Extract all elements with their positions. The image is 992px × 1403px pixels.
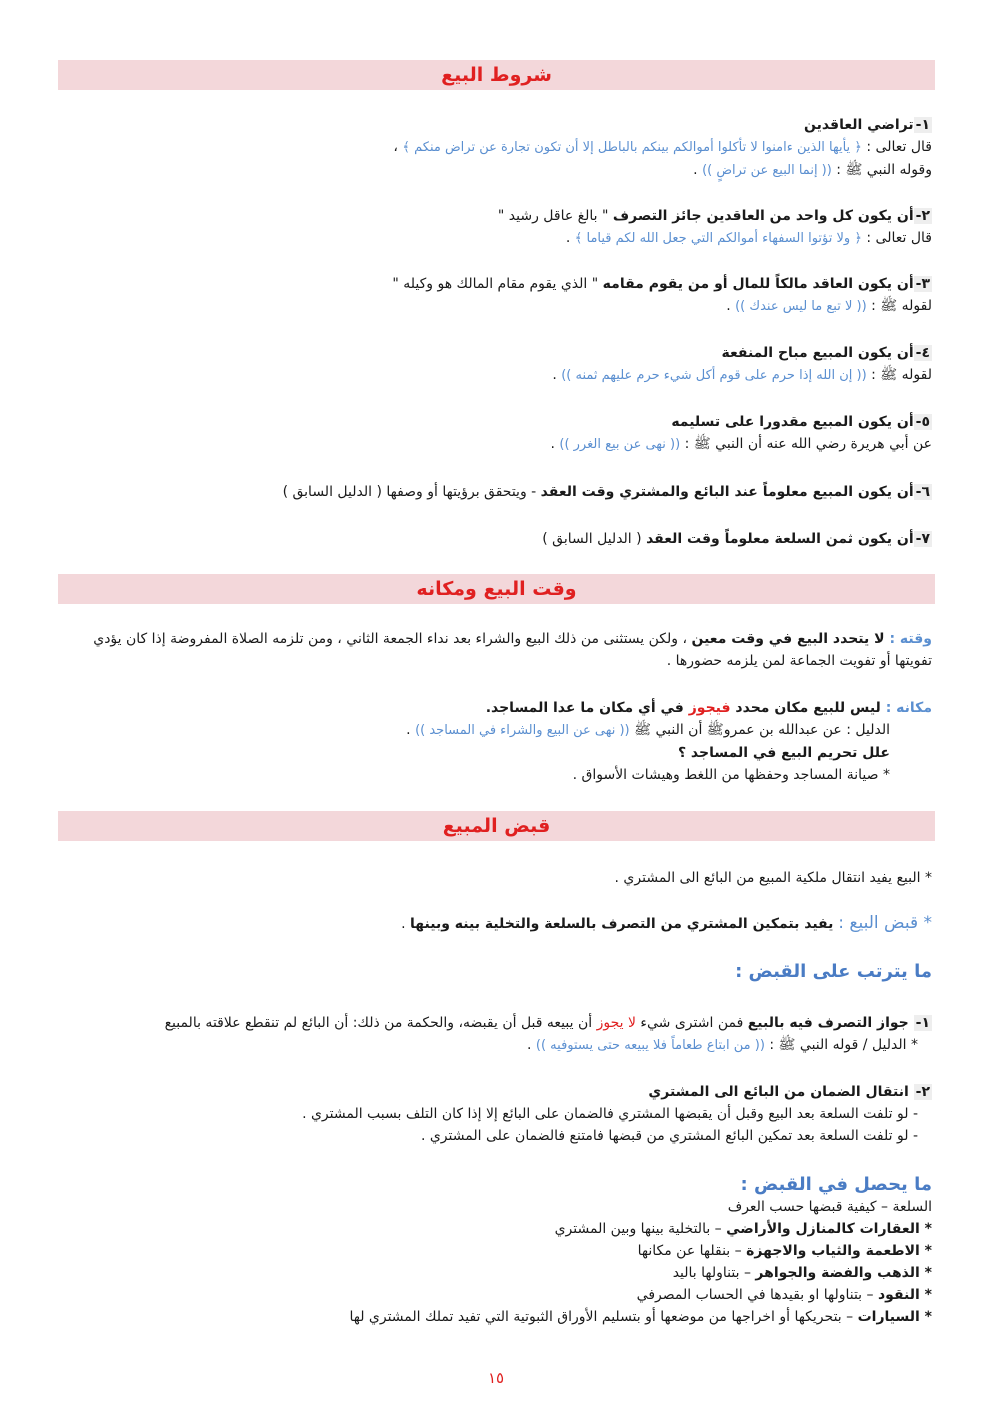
condition-4 xyxy=(58,342,932,387)
condition-note: - ويتحقق برؤيتها أو وصفها ( الدليل السابق ) xyxy=(282,484,541,500)
evidence-intro: قال تعالى : xyxy=(861,230,932,246)
punct: . xyxy=(693,162,703,178)
qabd-effects-heading xyxy=(58,961,932,983)
quran-quote: ﴿ يأيها الذين ءامنوا لا تأكلوا أموالكم بينكم بالباطل إلا أن تكون تجارة عن تراض منكم ﴾ xyxy=(402,140,862,155)
hadith-quote: (( إن الله إذا حرم على قوم أكل شيء حرم عليهم ثمنه )) xyxy=(561,368,867,383)
condition-title: أن يكون المبيع مقدورا على تسليمه xyxy=(671,414,914,430)
methods-heading: ما يحصل في القبض : xyxy=(740,1174,932,1195)
section-title-text: شروط البيع xyxy=(441,64,552,86)
qabd-def-text: يفيد بتمكين المشتري من التصرف بالسلعة والتخلية بينه وبينها xyxy=(410,916,839,932)
evidence-intro: لقوله ﷺ : xyxy=(866,367,932,383)
method-item: * السيارات xyxy=(857,1309,932,1325)
evidence-intro: قال تعالى : xyxy=(861,139,932,155)
method-row xyxy=(58,1306,932,1328)
punct: ، xyxy=(393,139,403,155)
qabd-def-label: * قبض البيع : xyxy=(838,913,932,933)
condition-7 xyxy=(58,528,932,550)
condition-title: أن يكون المبيع مباح المنفعة xyxy=(721,345,914,361)
evidence-intro: الدليل : عن عبدالله بن عمروﷺ أن النبي ﷺ xyxy=(629,722,890,738)
condition-5 xyxy=(58,411,932,456)
evidence-intro: عن أبي هريرة رضي الله عنه أن النبي ﷺ : xyxy=(680,436,932,452)
punct: . xyxy=(550,436,560,452)
condition-3 xyxy=(58,273,932,318)
condition-note: ( الدليل السابق ) xyxy=(542,531,647,547)
method-how: – بتحريكها أو اخراجها من موضعها أو بتسليم الأوراق الثبوتية التي تفيد تملك المشتري لها xyxy=(349,1309,858,1325)
condition-number: ٤- xyxy=(915,345,930,361)
condition-number: ٥- xyxy=(915,414,930,430)
condition-number: ٦- xyxy=(915,484,930,500)
page-number: ١٥ xyxy=(487,1369,505,1387)
effect-case-1: - لو تلفت السلعة بعد البيع وقبل أن يقبضها المشتري فالضمان على البائع إلا إذا كان التلف بسبب المشتري . xyxy=(302,1106,918,1122)
effect-title: جواز التصرف فيه بالبيع xyxy=(747,1015,914,1031)
method-how: – بتناولها او بقيدها في الحساب المصرفي xyxy=(636,1287,878,1303)
effect-number: ٢- xyxy=(915,1084,930,1100)
hadith-quote: (( نهى عن بيع الغرر )) xyxy=(559,437,681,452)
effect-number: ١- xyxy=(915,1015,930,1031)
condition-title: أن يكون العاقد مالكاً للمال أو من يقوم مقامه xyxy=(602,276,914,292)
method-item: * العقارات كالمنازل والأراضي xyxy=(726,1221,932,1237)
method-how: – بتناولها باليد xyxy=(672,1265,756,1281)
method-how: – بنقلها عن مكانها xyxy=(637,1243,747,1259)
hadith-quote: (( لا تبع ما ليس عندك )) xyxy=(735,299,867,314)
condition-number: ٣- xyxy=(915,276,930,292)
hadith-quote: (( من ابتاع طعاماً فلا يبيعه حتى يستوفيه )) xyxy=(535,1038,765,1053)
method-item: * الذهب والفضة والجواهر xyxy=(755,1265,932,1281)
effect-prohibited: لا يجوز xyxy=(596,1015,636,1031)
method-how: – بالتخلية بينها وبين المشتري xyxy=(554,1221,727,1237)
condition-number: ٢- xyxy=(915,208,930,224)
condition-1 xyxy=(58,114,932,182)
method-item: * النقود xyxy=(877,1287,932,1303)
method-row xyxy=(58,1262,932,1284)
punct: . xyxy=(406,722,416,738)
time-label: وقته : xyxy=(889,631,932,647)
effect-case-2: - لو تلفت السلعة بعد تمكين البائع المشتري من قبضها فامتنع فالضمان على المشتري . xyxy=(420,1128,918,1144)
punct: . xyxy=(565,230,575,246)
quran-quote: ﴿ ولا تؤتوا السفهاء أموالكم التي جعل الله لكم قياما ﴾ xyxy=(574,231,862,246)
condition-note: " بالغ عاقل رشيد " xyxy=(497,208,613,224)
place-question: علل تحريم البيع في المساجد ؟ xyxy=(677,745,890,761)
time-detail: ، ولكن يستثنى من ذلك البيع والشراء بعد نداء الجمعة الثاني ، ومن تلزمه الصلاة المفروضة إذا كان يؤدي تفويتها أو تفويت الجماعة لمن يلزمه حضورها . xyxy=(93,631,932,669)
punct: . xyxy=(726,298,736,314)
method-row xyxy=(58,1240,932,1262)
qabd-intro xyxy=(58,867,932,889)
place-rule: ليس للبيع مكان محدد xyxy=(730,700,886,716)
method-row xyxy=(58,1284,932,1306)
section-title-sale-conditions xyxy=(58,60,935,90)
time-rule: لا يتحدد البيع في وقت معين xyxy=(691,631,890,647)
method-row xyxy=(58,1218,932,1240)
effects-heading: ما يترتب على القبض : xyxy=(735,961,932,982)
condition-title: تراضي العاقدين xyxy=(803,117,914,133)
method-item: * الاطعمة والثياب والاجهزة xyxy=(746,1243,932,1259)
qabd-point-1: * البيع يفيد انتقال ملكية المبيع من البائع الى المشتري . xyxy=(614,870,932,886)
condition-number: ٧- xyxy=(915,531,930,547)
section-title-text: وقت البيع ومكانه xyxy=(416,578,577,600)
place-answer: * صيانة المساجد وحفظها من اللغط وهيشات الأسواق . xyxy=(572,767,890,783)
punct: . xyxy=(401,916,411,932)
sale-place-paragraph xyxy=(58,697,932,786)
qabd-definition xyxy=(58,912,932,935)
sale-time-paragraph xyxy=(72,628,932,672)
place-label: مكانه : xyxy=(885,700,932,716)
condition-6 xyxy=(58,481,932,503)
effect-text: أن يبيعه قبل أن يقبضه، والحكمة من ذلك: أن البائع لم تنقطع علاقته بالمبيع xyxy=(164,1015,597,1031)
section-title-time-place xyxy=(58,574,935,604)
evidence-intro: لقوله ﷺ : xyxy=(866,298,932,314)
condition-title: أن يكون المبيع معلوماً عند البائع والمشتري وقت العقد xyxy=(540,484,914,500)
place-permitted: فيجوز xyxy=(688,700,731,716)
section-title-text: قبض المبيع xyxy=(442,815,551,837)
qabd-effect-1 xyxy=(58,1012,932,1057)
condition-title: أن يكون ثمن السلعة معلوماً وقت العقد xyxy=(646,531,914,547)
condition-note: " الذي يقوم مقام المالك هو وكيله " xyxy=(392,276,603,292)
punct: . xyxy=(527,1037,536,1053)
qabd-effect-2 xyxy=(58,1081,932,1147)
section-title-taking-possession xyxy=(58,811,935,841)
condition-title: أن يكون كل واحد من العاقدين جائز التصرف xyxy=(612,208,914,224)
punct: . xyxy=(552,367,562,383)
effect-text: فمن اشترى شيء xyxy=(635,1015,748,1031)
methods-header-row: السلعة – كيفية قبضها حسب العرف xyxy=(727,1199,932,1215)
place-exception: في أي مكان ما عدا المساجد. xyxy=(485,700,689,716)
qabd-methods xyxy=(58,1174,932,1328)
hadith-quote: (( نهى عن البيع والشراء في المساجد )) xyxy=(415,723,630,738)
evidence-intro: وقوله النبي ﷺ : xyxy=(831,162,932,178)
effect-title: انتقال الضمان من البائع الى المشتري xyxy=(648,1084,914,1100)
evidence-intro: * الدليل / قوله النبي ﷺ : xyxy=(764,1037,918,1053)
hadith-quote: (( إنما البيع عن تراضٍ )) xyxy=(702,163,832,178)
condition-2 xyxy=(58,205,932,250)
condition-number: ١- xyxy=(915,117,930,133)
